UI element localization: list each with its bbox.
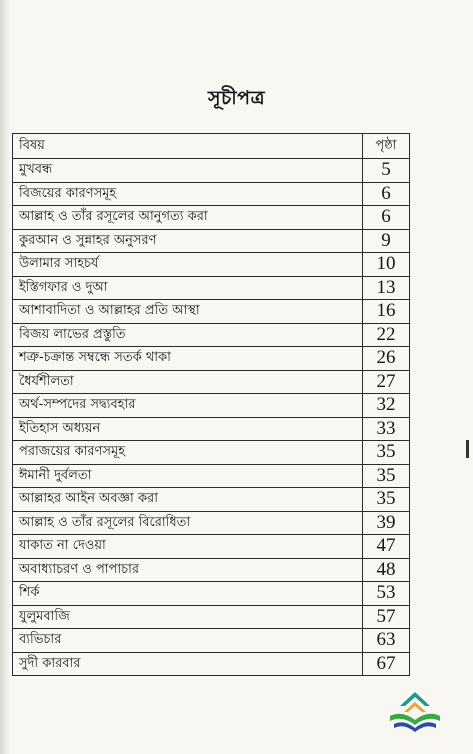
- table-row: [13, 511, 410, 535]
- toc-subject: আশাবাদিতা ও আল্লাহর প্রতি আস্থা: [13, 300, 363, 324]
- toc-page-number: 33: [363, 417, 410, 441]
- toc-page-number: 13: [363, 276, 410, 300]
- toc-page-number: 27: [363, 370, 410, 394]
- toc-subject: ইতিহাস অধ্যয়ন: [13, 417, 363, 441]
- toc-page-number: 22: [363, 323, 410, 347]
- table-row: [13, 417, 410, 441]
- toc-page-number: 67: [363, 652, 410, 676]
- edge-mark: [466, 440, 469, 458]
- toc-page-number: 53: [363, 582, 410, 606]
- table-row: [13, 347, 410, 371]
- table-row: [13, 229, 410, 253]
- toc-page-number: 26: [363, 347, 410, 371]
- table-row: [13, 652, 410, 676]
- toc-subject: সুদী কারবার: [13, 652, 363, 676]
- toc-subject: শির্ক: [13, 582, 363, 606]
- table-of-contents: [12, 133, 410, 676]
- table-row: [13, 535, 410, 559]
- page-title: সূচীপত্র: [207, 87, 266, 109]
- toc-subject: অবাধ্যাচরণ ও পাপাচার: [13, 558, 363, 582]
- toc-subject: বিজয় লাভের প্রস্তুতি: [13, 323, 363, 347]
- toc-page-number: 6: [363, 182, 410, 206]
- table-row: [13, 370, 410, 394]
- toc-page-number: 57: [363, 605, 410, 629]
- toc-page-number: 10: [363, 253, 410, 277]
- table-row: [13, 441, 410, 465]
- toc-subject: আল্লাহ ও তাঁর রসূলের আনুগত্য করা: [13, 206, 363, 230]
- toc-page-number: 5: [363, 159, 410, 183]
- toc-page-number: 16: [363, 300, 410, 324]
- toc-subject: ব্যভিচার: [13, 629, 363, 653]
- toc-subject: আল্লাহর আইন অবজ্ঞা করা: [13, 488, 363, 512]
- table-row: [13, 464, 410, 488]
- toc-subject: শত্রু-চক্রান্ত সম্বন্ধে সতর্ক থাকা: [13, 347, 363, 371]
- toc-page-number: 47: [363, 535, 410, 559]
- toc-header-page: পৃষ্ঠা: [363, 134, 410, 159]
- table-row: [13, 276, 410, 300]
- toc-page-number: 9: [363, 229, 410, 253]
- toc-page-number: 63: [363, 629, 410, 653]
- toc-header-row: [13, 134, 410, 159]
- table-row: [13, 629, 410, 653]
- table-row: [13, 206, 410, 230]
- toc-page-number: 39: [363, 511, 410, 535]
- toc-subject: ধৈর্যশীলতা: [13, 370, 363, 394]
- table-row: [13, 159, 410, 183]
- toc-subject: কুরআন ও সুন্নাহর অনুসরণ: [13, 229, 363, 253]
- table-row: [13, 605, 410, 629]
- table-row: [13, 182, 410, 206]
- toc-page-number: 32: [363, 394, 410, 418]
- table-row: [13, 323, 410, 347]
- table-row: [13, 488, 410, 512]
- table-row: [13, 558, 410, 582]
- toc-page-number: 6: [363, 206, 410, 230]
- toc-page-number: 35: [363, 488, 410, 512]
- toc-subject: বিজয়ের কারণসমূহ: [13, 182, 363, 206]
- toc-subject: আল্লাহ ও তাঁর রসূলের বিরোধিতা: [13, 511, 363, 535]
- publisher-logo-icon: [386, 690, 444, 736]
- toc-page-number: 35: [363, 464, 410, 488]
- toc-header-subject: বিষয়: [13, 134, 363, 159]
- toc-subject: ঈমানী দুর্বলতা: [13, 464, 363, 488]
- table-row: [13, 253, 410, 277]
- toc-subject: অর্থ-সম্পদের সদ্ব্যবহার: [13, 394, 363, 418]
- toc-subject: উলামার সাহচর্য: [13, 253, 363, 277]
- toc-subject: যাকাত না দেওয়া: [13, 535, 363, 559]
- toc-subject: যুলুমবাজি: [13, 605, 363, 629]
- toc-page-number: 35: [363, 441, 410, 465]
- toc-subject: পরাজয়ের কারণসমূহ: [13, 441, 363, 465]
- table-row: [13, 300, 410, 324]
- table-row: [13, 582, 410, 606]
- table-row: [13, 394, 410, 418]
- toc-page-number: 48: [363, 558, 410, 582]
- toc-subject: মুখবন্ধ: [13, 159, 363, 183]
- toc-subject: ইস্তিগফার ও দুআ: [13, 276, 363, 300]
